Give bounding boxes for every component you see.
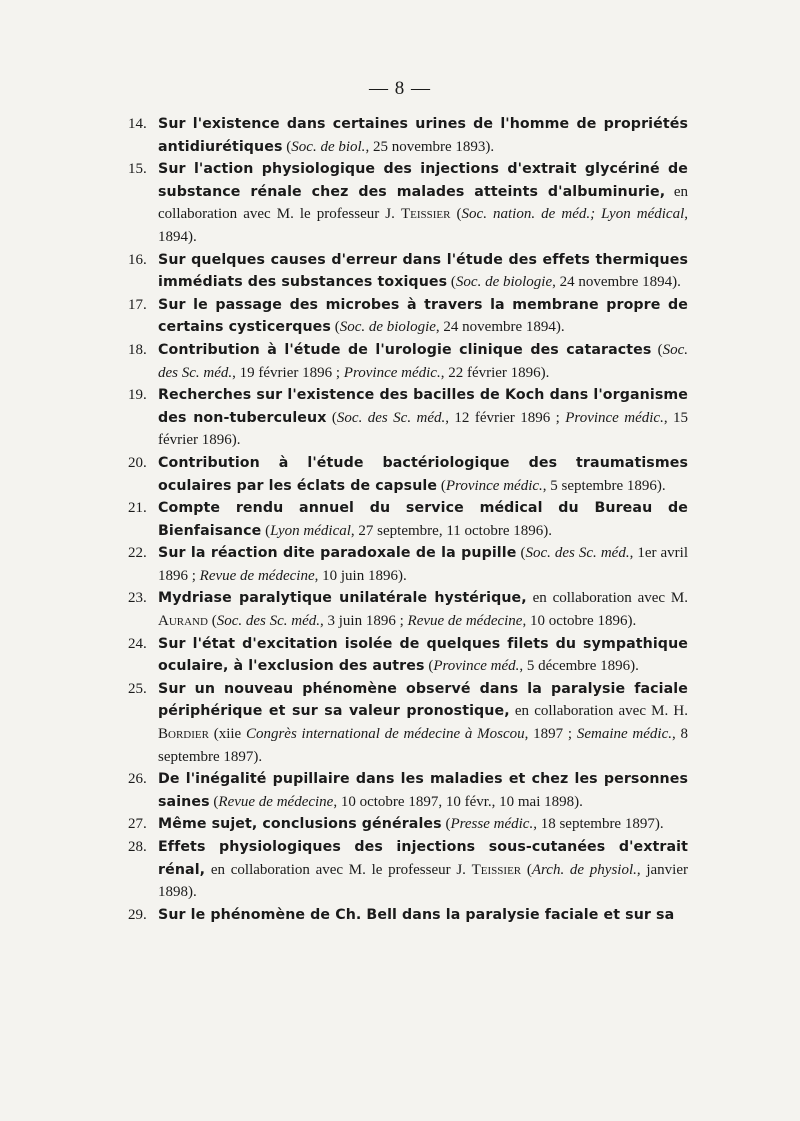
reference-segment: , 1894).	[158, 206, 689, 245]
bibliography-entry	[128, 633, 688, 678]
bibliography-list	[128, 113, 688, 926]
reference-segment: , 5 décembre 1896).	[519, 658, 639, 675]
entry-title: Sur l'existence dans certaines urines de l'homme de propriétés antidiurétiques	[158, 116, 688, 155]
reference-segment: , 25 novembre 1893).	[365, 138, 495, 155]
reference-segment: Soc. des Sc. méd.	[158, 341, 688, 381]
reference-segment: , 8 septembre 1897).	[158, 726, 689, 765]
reference-segment: Revue de médecine	[407, 613, 523, 630]
bibliography-entry	[128, 542, 688, 587]
reference-segment: Revue de médecine	[199, 567, 315, 584]
reference-segment: (	[282, 138, 292, 155]
entry-reference	[437, 478, 666, 494]
entry-number: 18.	[128, 341, 147, 358]
reference-segment: (	[516, 545, 526, 562]
reference-segment: , 12 février 1896 ;	[445, 409, 566, 426]
reference-segment: , 22 février 1896).	[440, 364, 550, 381]
reference-segment: Bordier	[158, 726, 209, 743]
reference-segment: Semaine médic.	[576, 726, 672, 743]
entry-number: 14.	[128, 116, 147, 132]
reference-segment: Province médic.	[445, 477, 543, 494]
bibliography-entry	[128, 158, 688, 248]
reference-segment: (	[651, 341, 663, 358]
entry-title: Sur un nouveau phénomène observé dans la paralysie faciale périphérique et sur sa valeur pronostique,	[158, 680, 688, 720]
bibliography-entry	[128, 384, 688, 452]
reference-segment: (	[330, 319, 340, 336]
entry-number: 15.	[128, 161, 147, 178]
reference-segment: Soc. des Sc. méd.	[216, 613, 321, 630]
reference-segment: Province médic.	[565, 409, 664, 426]
bibliography-entry	[128, 294, 688, 339]
entry-title: Recherches sur l'existence des bacilles de Koch dans l'organisme des non-tuberculeux	[158, 387, 688, 426]
reference-segment: Lyon médical	[270, 522, 351, 539]
entry-number: 28.	[128, 839, 147, 855]
entry-number: 23.	[128, 590, 147, 607]
entry-title: Même sujet, conclusions générales	[158, 816, 442, 833]
reference-segment: (	[424, 658, 434, 675]
reference-segment: Teissier	[471, 861, 522, 878]
bibliography-entry	[128, 249, 688, 294]
entry-title: Compte rendu annuel du service médical du Bureau de Bienfaisance	[158, 500, 688, 539]
reference-segment: (xiie	[208, 726, 246, 743]
reference-segment: , 15 février 1896).	[158, 409, 689, 449]
entry-number: 19.	[128, 387, 147, 404]
bibliography-entry	[128, 836, 688, 904]
reference-segment: (	[326, 409, 337, 426]
entry-reference	[210, 794, 583, 810]
reference-segment: (	[441, 816, 451, 833]
entry-number: 21.	[128, 500, 147, 517]
reference-segment: , 24 novembre 1894).	[435, 319, 565, 336]
bibliography-entry	[128, 678, 688, 768]
entry-reference	[447, 274, 681, 290]
reference-segment: Soc. des Sc. méd.	[336, 409, 446, 426]
reference-segment: , 10 juin 1896).	[314, 567, 407, 584]
entry-title: Contribution à l'étude bactériologique des traumatismes oculaires par les éclats de capsule	[158, 454, 688, 494]
entry-title: De l'inégalité pupillaire dans les maladies et chez les personnes saines	[158, 771, 688, 810]
entry-title: Sur l'état d'excitation isolée de quelques filets du sympathique oculaire, à l'exclusion des autres	[158, 635, 688, 675]
bibliography-entry	[128, 452, 688, 497]
reference-segment: , 3 juin 1896 ;	[320, 613, 408, 630]
bibliography-entry	[128, 497, 688, 542]
reference-segment: (	[207, 613, 217, 630]
entry-reference	[442, 816, 664, 832]
entry-reference	[283, 139, 495, 155]
entry-reference	[425, 658, 639, 674]
reference-segment: Soc. des Sc. méd.	[525, 545, 630, 562]
reference-segment: , 1897 ;	[524, 726, 577, 743]
reference-segment: Soc. de biologie	[339, 319, 436, 336]
entry-reference	[331, 319, 565, 335]
reference-segment: (	[437, 477, 446, 494]
bibliography-entry	[128, 813, 688, 836]
page-number: — 8 —	[369, 78, 431, 99]
reference-segment: en collaboration avec M. H.	[509, 703, 688, 720]
reference-segment: Soc. de biologie	[455, 274, 553, 291]
entry-number: 16.	[128, 251, 147, 268]
reference-segment: Soc. nation. de méd.; Lyon médical	[461, 206, 685, 223]
reference-segment: (	[450, 206, 462, 223]
reference-segment: (	[209, 793, 219, 810]
entry-number: 20.	[128, 454, 147, 471]
entry-number: 29.	[128, 906, 147, 923]
reference-segment: , 5 septembre 1896).	[542, 477, 666, 494]
reference-segment: en collaboration avec M.	[526, 590, 688, 607]
reference-segment: Aurand	[158, 613, 208, 630]
bibliography-entry	[128, 768, 688, 813]
reference-segment: , 24 novembre 1894).	[552, 274, 681, 291]
reference-segment: , 10 octobre 1897, 10 févr., 10 mai 1898).	[333, 793, 583, 810]
reference-segment: Congrès international de médecine à Moscou	[245, 726, 525, 743]
entry-title: Sur quelques causes d'erreur dans l'étude des effets thermiques immédiats des substances toxiques	[158, 251, 688, 291]
reference-segment: (	[447, 274, 456, 291]
bibliography-entry	[128, 113, 688, 158]
entry-number: 17.	[128, 296, 147, 313]
entry-reference	[261, 523, 552, 539]
reference-segment: (	[261, 522, 271, 539]
reference-segment: , 18 septembre 1897).	[533, 816, 664, 833]
bibliography-entry	[128, 339, 688, 384]
reference-segment: Presse médic.	[450, 816, 534, 833]
entry-title: Effets physiologiques des injections sous-cutanées d'extrait rénal,	[158, 839, 688, 878]
reference-segment: , 27 septembre, 11 octobre 1896).	[350, 522, 552, 539]
entry-title: Sur le passage des microbes à travers la membrane propre de certains cysticerques	[158, 296, 688, 336]
reference-segment: Arch. de physiol.	[531, 861, 637, 878]
reference-segment: (	[521, 861, 532, 878]
entry-title: Sur l'action physiologique des injections d'extrait glycériné de substance rénale chez des malades atteints d'albuminurie,	[158, 161, 688, 200]
reference-segment: , 10 octobre 1896).	[522, 613, 637, 630]
entry-reference	[158, 862, 688, 901]
bibliography-entry	[128, 587, 688, 632]
reference-segment: Soc. de biol.	[291, 138, 366, 155]
entry-number: 27.	[128, 816, 147, 833]
entry-number: 26.	[128, 771, 147, 788]
reference-segment: Province méd.	[433, 658, 520, 675]
reference-segment: , 19 février 1896 ;	[232, 364, 344, 381]
reference-segment: en collaboration avec M. le professeur J.	[205, 861, 472, 878]
bibliography-entry	[128, 904, 688, 927]
entry-number: 25.	[128, 680, 147, 697]
reference-segment: en collaboration avec M. le professeur J.	[158, 183, 688, 223]
entry-title: Sur la réaction dite paradoxale de la pupille	[158, 545, 517, 562]
reference-segment: Province médic.	[343, 364, 441, 381]
reference-segment: , janvier 1898).	[158, 861, 689, 901]
reference-segment: Teissier	[400, 206, 451, 223]
entry-title: Contribution à l'étude de l'urologie clinique des cataractes	[158, 341, 652, 358]
entry-title: Sur le phénomène de Ch. Bell dans la paralysie faciale et sur sa	[158, 906, 675, 923]
entry-number: 22.	[128, 545, 147, 562]
reference-segment: , 1er avril 1896 ;	[158, 545, 688, 584]
reference-segment: Revue de médecine	[218, 793, 334, 810]
entry-number: 24.	[128, 635, 147, 652]
entry-title: Mydriase paralytique unilatérale hystérique,	[158, 590, 527, 607]
